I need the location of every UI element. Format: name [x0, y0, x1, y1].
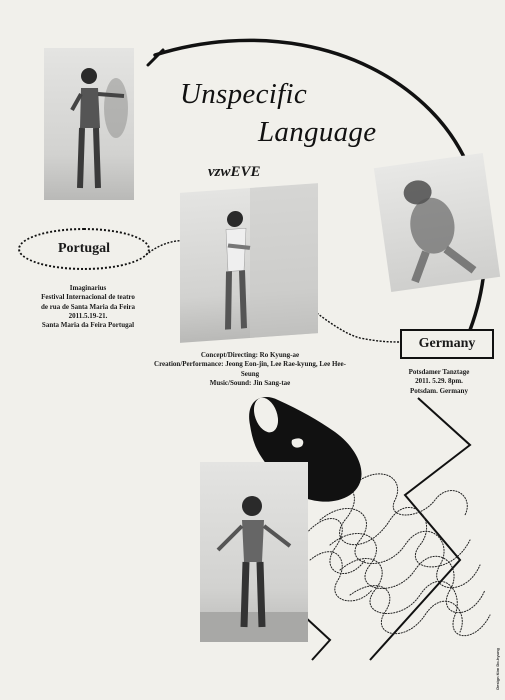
venue-info-line: 2011. 5.29. 8pm. — [415, 377, 463, 386]
title-line-1: Unspecific — [180, 78, 308, 110]
design-credit: Design Kim Do-hyung — [495, 648, 500, 690]
venue-info-line: 2011.5.19-21. — [68, 311, 108, 320]
venue-info-line: Santa Maria da Feira Portugal — [41, 321, 135, 330]
photo-dancer-reaching — [44, 48, 134, 200]
photo-dancer-arms-out — [200, 462, 308, 642]
venue-info-portugal — [12, 284, 164, 330]
venue-label-germany — [400, 329, 494, 359]
title-line-2: Language — [258, 116, 377, 148]
photo-dancer-motion — [374, 153, 500, 292]
venue-label-germany-text: Germany — [418, 336, 476, 351]
venue-info-line: Potsdam. Germany — [410, 386, 468, 395]
venue-info-line: Festival Internacional de teatro — [41, 293, 135, 302]
venue-info-line: Potsdamer Tanztage — [408, 368, 470, 376]
venue-info-line: de rua de Santa Maria da Feira — [40, 302, 136, 311]
venue-info-germany — [384, 368, 494, 396]
company-name: vzwEVE — [208, 164, 261, 180]
credit-line: Creation/Performance: Jeong Eon-jin, Lee Rae-kyung, Lee Hee-Seung — [154, 360, 346, 378]
venue-label-portugal — [18, 228, 150, 270]
credit-line: Music/Sound: Jin Sang-tae — [209, 378, 291, 387]
credits-block — [150, 351, 350, 388]
venue-label-portugal-text: Portugal — [57, 241, 111, 256]
venue-info-line: Imaginarius — [69, 284, 107, 292]
photo-dancer-standing — [180, 183, 318, 343]
credit-line: Concept/Directing: Ro Kyung-ae — [200, 351, 300, 359]
